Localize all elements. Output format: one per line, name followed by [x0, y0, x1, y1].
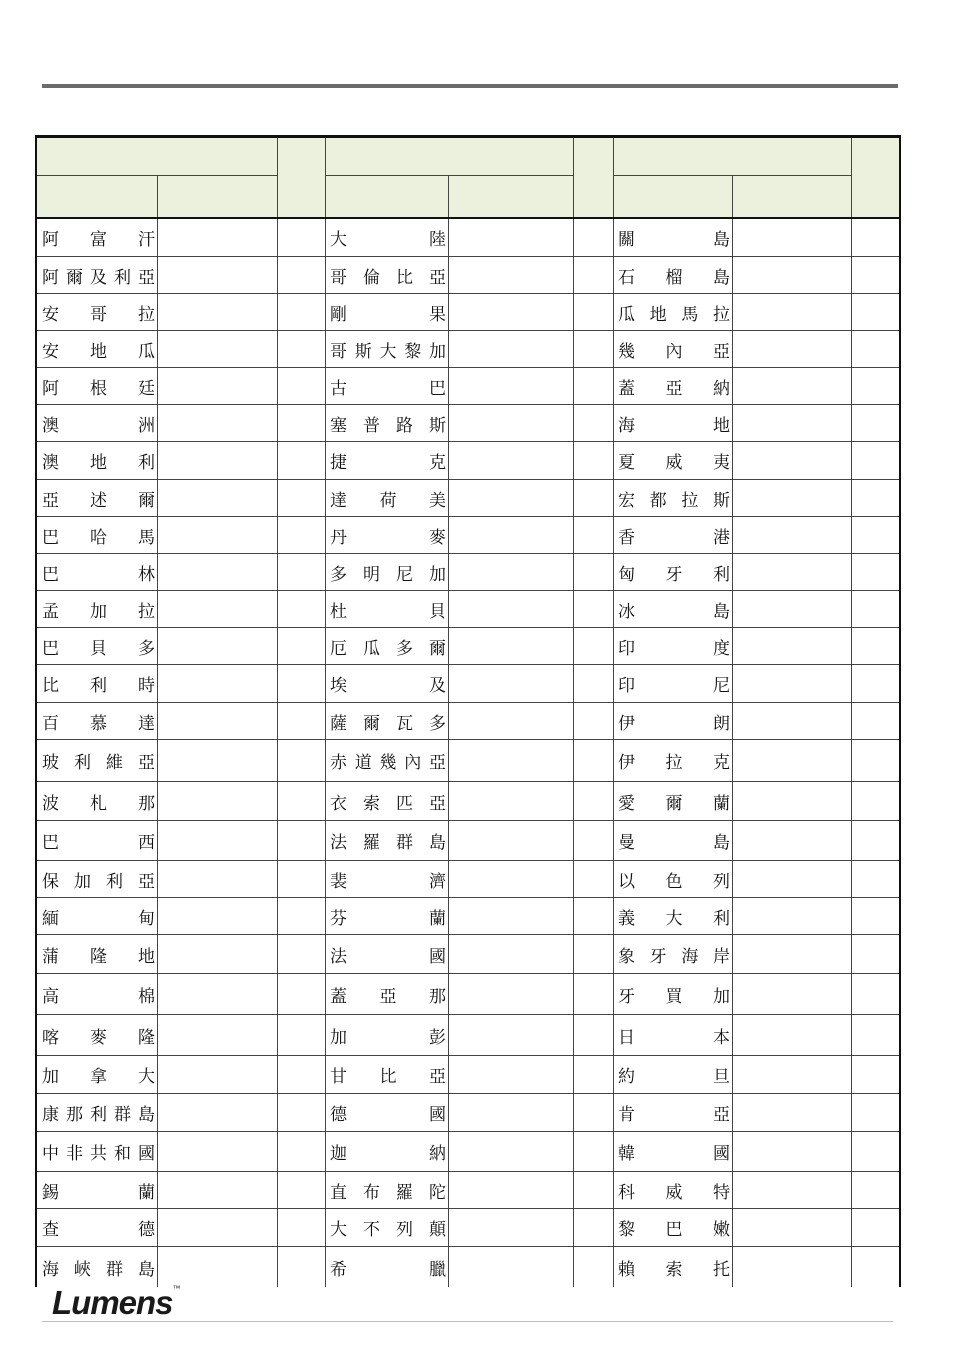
extra-cell — [573, 935, 613, 973]
country-name: 康 那 利 群 島 — [42, 1105, 155, 1125]
country-name: 賴 索 托 — [618, 1259, 730, 1280]
extra-cell — [277, 935, 325, 973]
extra-cell — [277, 1056, 325, 1093]
country-name: 薩 爾 瓦 多 — [330, 713, 446, 734]
country-name: 保 加 利 亞 — [42, 871, 155, 892]
table-row — [37, 1172, 899, 1209]
value-cell — [157, 517, 277, 553]
table-row — [37, 974, 899, 1015]
extra-cell — [573, 740, 613, 781]
extra-cell — [277, 1094, 325, 1131]
country-name: 安 哥 拉 — [42, 304, 155, 325]
extra-cell — [277, 442, 325, 479]
table-header — [35, 135, 901, 219]
extra-cell — [573, 480, 613, 516]
value-cell — [732, 257, 851, 293]
country-name: 厄 瓜 多 爾 — [330, 638, 446, 659]
country-name: 印 尼 — [618, 676, 730, 696]
table-row — [37, 1132, 899, 1172]
table-row — [37, 405, 899, 442]
value-cell — [732, 517, 851, 553]
table-row — [37, 331, 899, 368]
value-cell — [157, 1247, 277, 1287]
extra-cell — [277, 1247, 325, 1287]
table-row — [37, 861, 899, 898]
extra-cell — [277, 294, 325, 330]
country-name: 大 陸 — [330, 230, 446, 250]
value-cell — [157, 1172, 277, 1208]
country-name: 古 巴 — [330, 378, 446, 399]
extra-cell — [573, 782, 613, 820]
value-cell — [448, 1132, 573, 1171]
table-row — [37, 821, 899, 861]
header-group-3 — [613, 138, 851, 176]
extra-cell — [851, 294, 899, 330]
country-name: 哥 斯 大 黎 加 — [330, 341, 446, 362]
extra-cell — [277, 665, 325, 702]
extra-cell — [851, 331, 899, 367]
country-name: 比 利 時 — [42, 676, 155, 696]
value-cell — [732, 1172, 851, 1208]
country-name: 剛 果 — [330, 304, 446, 325]
extra-cell — [851, 257, 899, 293]
value-cell — [732, 861, 851, 897]
table-row — [37, 782, 899, 821]
country-name: 緬 甸 — [42, 908, 155, 929]
extra-cell — [277, 703, 325, 739]
country-name: 阿 富 汗 — [42, 230, 155, 250]
value-cell — [448, 480, 573, 516]
extra-cell — [277, 782, 325, 820]
country-name: 安 地 瓜 — [42, 341, 155, 362]
country-name: 瓜 地 馬 拉 — [618, 304, 730, 325]
value-cell — [448, 1015, 573, 1055]
value-cell — [448, 294, 573, 330]
extra-cell — [277, 368, 325, 404]
value-cell — [732, 219, 851, 256]
table-row — [37, 257, 899, 294]
country-name: 宏 都 拉 斯 — [618, 490, 730, 511]
table-row — [37, 665, 899, 703]
header-extra-1 — [277, 138, 325, 217]
country-name: 黎 巴 嫩 — [618, 1220, 730, 1240]
value-cell — [448, 591, 573, 627]
value-cell — [157, 665, 277, 702]
extra-cell — [851, 517, 899, 553]
value-cell — [157, 861, 277, 897]
country-name: 夏 威 夷 — [618, 453, 730, 473]
extra-cell — [277, 257, 325, 293]
value-cell — [157, 591, 277, 627]
value-cell — [157, 1209, 277, 1246]
value-cell — [157, 740, 277, 781]
footer-rule — [42, 1321, 893, 1322]
extra-cell — [851, 368, 899, 404]
country-name: 伊 朗 — [618, 713, 730, 734]
extra-cell — [851, 974, 899, 1014]
table-row — [37, 368, 899, 405]
value-cell — [732, 1094, 851, 1131]
country-name: 愛 爾 蘭 — [618, 793, 730, 814]
header-subcell-value-3 — [732, 176, 851, 217]
value-cell — [732, 935, 851, 973]
country-name: 錫 蘭 — [42, 1182, 155, 1203]
table-body — [35, 219, 901, 1287]
country-name: 希 臘 — [330, 1259, 446, 1280]
value-cell — [448, 405, 573, 441]
country-name: 直 布 羅 陀 — [330, 1182, 446, 1203]
country-name: 杜 貝 — [330, 601, 446, 622]
extra-cell — [573, 1247, 613, 1287]
extra-cell — [573, 591, 613, 627]
value-cell — [157, 974, 277, 1014]
table-row — [37, 1209, 899, 1247]
header-group-1 — [37, 138, 277, 176]
value-cell — [157, 1015, 277, 1055]
table-row — [37, 1247, 899, 1287]
country-name: 多 明 尼 加 — [330, 564, 446, 585]
country-name: 捷 克 — [330, 453, 446, 473]
extra-cell — [573, 294, 613, 330]
country-name: 查 德 — [42, 1220, 155, 1240]
country-name: 阿 根 廷 — [42, 378, 155, 399]
table-row — [37, 294, 899, 331]
extra-cell — [573, 442, 613, 479]
extra-cell — [851, 703, 899, 739]
value-cell — [448, 219, 573, 256]
value-cell — [732, 1056, 851, 1093]
extra-cell — [573, 861, 613, 897]
table-row — [37, 1056, 899, 1094]
extra-cell — [851, 821, 899, 860]
extra-cell — [851, 665, 899, 702]
extra-cell — [277, 740, 325, 781]
country-name: 巴 西 — [42, 833, 155, 853]
country-name: 迦 納 — [330, 1144, 446, 1164]
country-name: 亞 述 爾 — [42, 490, 155, 511]
country-name: 巴 林 — [42, 564, 155, 585]
value-cell — [448, 665, 573, 702]
value-cell — [448, 1094, 573, 1131]
extra-cell — [277, 405, 325, 441]
country-name: 蓋 亞 那 — [330, 986, 446, 1007]
extra-cell — [851, 1209, 899, 1246]
value-cell — [732, 703, 851, 739]
extra-cell — [277, 591, 325, 627]
value-cell — [732, 740, 851, 781]
table-row — [37, 591, 899, 628]
extra-cell — [277, 517, 325, 553]
value-cell — [157, 782, 277, 820]
value-cell — [448, 368, 573, 404]
value-cell — [732, 628, 851, 664]
country-name: 蒲 隆 地 — [42, 946, 155, 967]
header-extra-2 — [573, 138, 613, 217]
table-row — [37, 517, 899, 554]
value-cell — [732, 821, 851, 860]
country-name: 巴 哈 馬 — [42, 527, 155, 548]
value-cell — [732, 782, 851, 820]
value-cell — [448, 1172, 573, 1208]
value-cell — [732, 1132, 851, 1171]
value-cell — [448, 703, 573, 739]
value-cell — [448, 974, 573, 1014]
extra-cell — [573, 1094, 613, 1131]
header-subcell-name-3 — [613, 176, 732, 217]
extra-cell — [851, 628, 899, 664]
country-name: 百 慕 達 — [42, 713, 155, 734]
extra-cell — [851, 1015, 899, 1055]
value-cell — [157, 628, 277, 664]
extra-cell — [573, 1132, 613, 1171]
value-cell — [732, 898, 851, 934]
value-cell — [448, 1247, 573, 1287]
value-cell — [732, 368, 851, 404]
country-name: 法 羅 群 島 — [330, 833, 446, 853]
value-cell — [448, 517, 573, 553]
extra-cell — [573, 554, 613, 590]
extra-cell — [277, 1132, 325, 1171]
country-name: 日 本 — [618, 1027, 730, 1048]
header-group-2 — [325, 138, 573, 176]
extra-cell — [851, 1172, 899, 1208]
extra-cell — [573, 1056, 613, 1093]
country-name: 芬 蘭 — [330, 908, 446, 929]
value-cell — [732, 554, 851, 590]
extra-cell — [851, 740, 899, 781]
table-row — [37, 740, 899, 782]
extra-cell — [573, 517, 613, 553]
value-cell — [157, 935, 277, 973]
value-cell — [157, 294, 277, 330]
country-name: 塞 普 路 斯 — [330, 415, 446, 436]
extra-cell — [851, 1247, 899, 1287]
extra-cell — [573, 665, 613, 702]
extra-cell — [277, 1172, 325, 1208]
extra-cell — [277, 861, 325, 897]
extra-cell — [851, 480, 899, 516]
country-name: 幾 內 亞 — [618, 341, 730, 362]
extra-cell — [573, 405, 613, 441]
country-name: 裴 濟 — [330, 871, 446, 892]
country-name: 匈 牙 利 — [618, 564, 730, 585]
table-row — [37, 1094, 899, 1132]
extra-cell — [851, 782, 899, 820]
country-name: 伊 拉 克 — [618, 753, 730, 773]
value-cell — [448, 740, 573, 781]
table-row — [37, 628, 899, 665]
country-name: 埃 及 — [330, 676, 446, 696]
extra-cell — [851, 935, 899, 973]
country-name: 韓 國 — [618, 1144, 730, 1164]
country-name: 澳 洲 — [42, 415, 155, 436]
extra-cell — [851, 1094, 899, 1131]
country-name: 香 港 — [618, 527, 730, 548]
value-cell — [448, 331, 573, 367]
value-cell — [157, 898, 277, 934]
value-cell — [157, 1056, 277, 1093]
value-cell — [732, 331, 851, 367]
extra-cell — [573, 1172, 613, 1208]
extra-cell — [573, 898, 613, 934]
value-cell — [448, 442, 573, 479]
value-cell — [448, 861, 573, 897]
value-cell — [448, 821, 573, 860]
value-cell — [732, 405, 851, 441]
value-cell — [157, 554, 277, 590]
country-name: 蓋 亞 納 — [618, 378, 730, 399]
extra-cell — [851, 1132, 899, 1171]
country-name: 曼 島 — [618, 833, 730, 853]
header-subcell-value-2 — [448, 176, 573, 217]
extra-cell — [277, 554, 325, 590]
value-cell — [732, 294, 851, 330]
country-name: 赤 道 幾 內 亞 — [330, 753, 446, 773]
country-name: 德 國 — [330, 1105, 446, 1125]
country-name: 海 地 — [618, 415, 730, 436]
lumens-logo: Lumens™ — [52, 1284, 180, 1321]
extra-cell — [277, 1015, 325, 1055]
extra-cell — [851, 442, 899, 479]
country-name: 高 棉 — [42, 986, 155, 1007]
value-cell — [157, 331, 277, 367]
value-cell — [732, 1015, 851, 1055]
country-name: 玻 利 維 亞 — [42, 753, 155, 773]
table-row — [37, 442, 899, 480]
value-cell — [448, 782, 573, 820]
header-subcell-name-2 — [325, 176, 448, 217]
country-name: 牙 買 加 — [618, 986, 730, 1007]
country-name: 加 拿 大 — [42, 1067, 155, 1087]
extra-cell — [277, 898, 325, 934]
extra-cell — [573, 628, 613, 664]
value-cell — [448, 628, 573, 664]
country-name: 阿 爾 及 利 亞 — [42, 267, 155, 288]
value-cell — [157, 1094, 277, 1131]
extra-cell — [851, 405, 899, 441]
value-cell — [448, 898, 573, 934]
country-name: 印 度 — [618, 638, 730, 659]
extra-cell — [277, 1209, 325, 1246]
extra-cell — [277, 974, 325, 1014]
value-cell — [157, 257, 277, 293]
extra-cell — [573, 368, 613, 404]
value-cell — [732, 974, 851, 1014]
value-cell — [448, 1209, 573, 1246]
header-extra-3 — [851, 138, 897, 217]
extra-cell — [277, 628, 325, 664]
extra-cell — [573, 974, 613, 1014]
value-cell — [448, 554, 573, 590]
country-name: 巴 貝 多 — [42, 638, 155, 659]
table-row — [37, 703, 899, 740]
value-cell — [157, 219, 277, 256]
table-row — [37, 554, 899, 591]
extra-cell — [277, 821, 325, 860]
country-name: 波 札 那 — [42, 793, 155, 814]
country-name: 甘 比 亞 — [330, 1067, 446, 1087]
country-name: 關 島 — [618, 230, 730, 250]
extra-cell — [573, 219, 613, 256]
extra-cell — [851, 1056, 899, 1093]
country-name: 孟 加 拉 — [42, 601, 155, 622]
value-cell — [732, 442, 851, 479]
value-cell — [157, 368, 277, 404]
country-name: 科 威 特 — [618, 1182, 730, 1203]
extra-cell — [573, 821, 613, 860]
extra-cell — [851, 591, 899, 627]
table-row — [37, 219, 899, 257]
extra-cell — [573, 257, 613, 293]
country-name: 丹 麥 — [330, 527, 446, 548]
extra-cell — [851, 898, 899, 934]
country-name: 衣 索 匹 亞 — [330, 793, 446, 814]
value-cell — [157, 480, 277, 516]
value-cell — [157, 821, 277, 860]
extra-cell — [851, 219, 899, 256]
country-name: 象 牙 海 岸 — [618, 946, 730, 967]
extra-cell — [277, 219, 325, 256]
value-cell — [157, 703, 277, 739]
country-name: 哥 倫 比 亞 — [330, 267, 446, 288]
value-cell — [448, 935, 573, 973]
value-cell — [732, 1209, 851, 1246]
extra-cell — [277, 331, 325, 367]
country-name: 大 不 列 顛 — [330, 1220, 446, 1240]
country-name: 中 非 共 和 國 — [42, 1144, 155, 1164]
country-name: 約 旦 — [618, 1067, 730, 1087]
extra-cell — [851, 861, 899, 897]
country-name: 加 彭 — [330, 1027, 446, 1048]
value-cell — [157, 405, 277, 441]
extra-cell — [277, 480, 325, 516]
value-cell — [732, 665, 851, 702]
value-cell — [732, 591, 851, 627]
country-name: 義 大 利 — [618, 908, 730, 929]
table-row — [37, 480, 899, 517]
country-name: 肯 亞 — [618, 1105, 730, 1125]
value-cell — [157, 1132, 277, 1171]
country-name: 喀 麥 隆 — [42, 1027, 155, 1048]
extra-cell — [573, 703, 613, 739]
table-row — [37, 935, 899, 974]
value-cell — [448, 257, 573, 293]
value-cell — [732, 480, 851, 516]
header-subcell-name-1 — [37, 176, 157, 217]
value-cell — [448, 1056, 573, 1093]
country-name: 以 色 列 — [618, 871, 730, 892]
country-name: 達 荷 美 — [330, 490, 446, 511]
country-name: 冰 島 — [618, 601, 730, 622]
value-cell — [732, 1247, 851, 1287]
table-row — [37, 898, 899, 935]
country-name: 法 國 — [330, 946, 446, 967]
extra-cell — [573, 331, 613, 367]
country-name: 石 榴 島 — [618, 267, 730, 288]
country-name: 海 峽 群 島 — [42, 1259, 155, 1280]
header-subcell-value-1 — [157, 176, 277, 217]
top-rule — [42, 84, 898, 88]
extra-cell — [573, 1015, 613, 1055]
country-name: 澳 地 利 — [42, 453, 155, 473]
value-cell — [157, 442, 277, 479]
extra-cell — [851, 554, 899, 590]
table-row — [37, 1015, 899, 1056]
extra-cell — [573, 1209, 613, 1246]
